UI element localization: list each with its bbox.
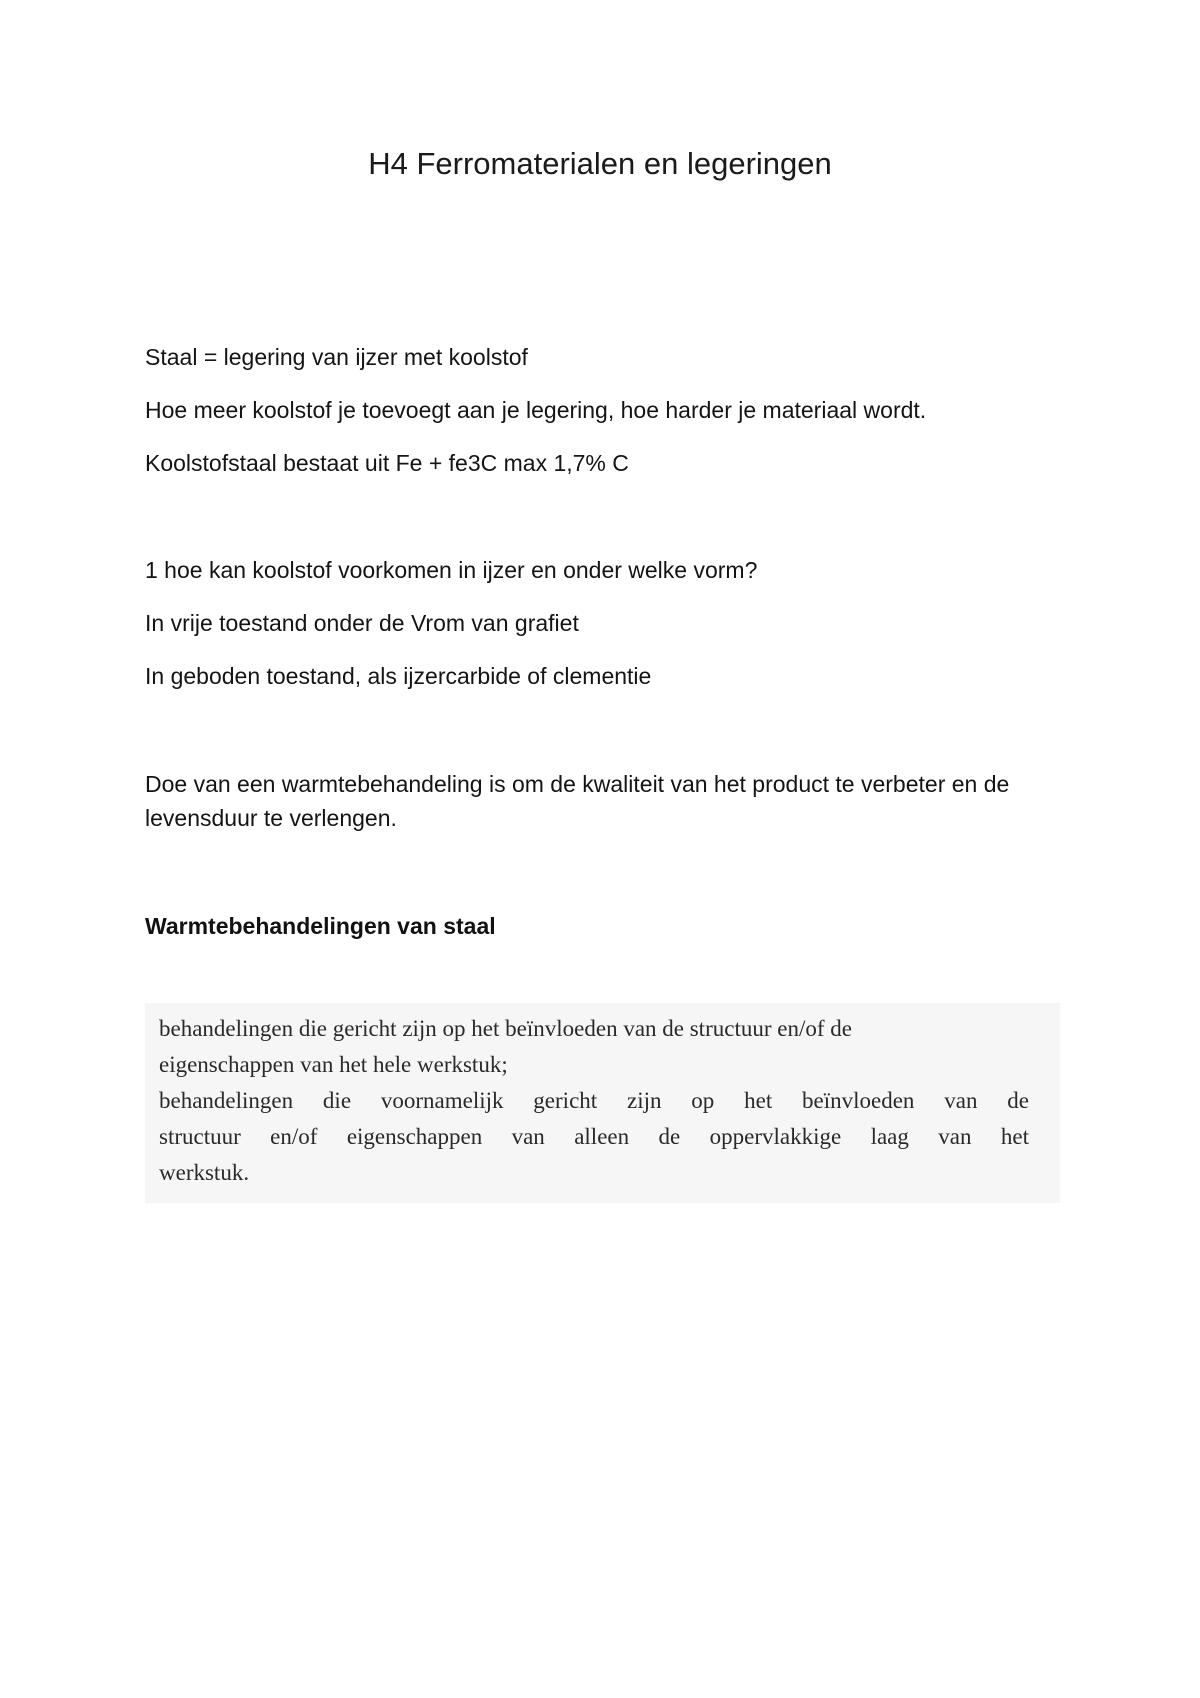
page-title: H4 Ferromaterialen en legeringen (368, 146, 832, 181)
section-heading: Warmtebehandelingen van staal (145, 913, 496, 939)
scanned-excerpt-line: structuur en/of eigenschappen van alleen de oppervlakkige laag van het (159, 1124, 1029, 1149)
paragraph-answer-free: In vrije toestand onder de Vrom van grafiet (145, 610, 579, 636)
scanned-excerpt (145, 1003, 1060, 1203)
paragraph-answer-bound: In geboden toestand, als ijzercarbide of clementie (145, 663, 652, 689)
paragraph-staal-definition: Staal = legering van ijzer met koolstof (145, 344, 528, 370)
paragraph-koolstofstaal: Koolstofstaal bestaat uit Fe + fe3C max 1,7% C (145, 450, 629, 476)
scanned-excerpt-line: werkstuk. (159, 1160, 250, 1185)
paragraph-question: 1 hoe kan koolstof voorkomen in ijzer en onder welke vorm? (145, 557, 758, 583)
scanned-excerpt-line: behandelingen die voornamelijk gericht zijn op het beïnvloeden van de (159, 1088, 1029, 1113)
paragraph-heat-treatment-goal: Doe van een warmtebehandeling is om de kwaliteit van het product te verbeter en de levensduur te verlengen. (145, 771, 1010, 831)
paragraph-koolstof-hardness: Hoe meer koolstof je toevoegt aan je legering, hoe harder je materiaal wordt. (145, 397, 927, 423)
scanned-excerpt-line: eigenschappen van het hele werkstuk; (159, 1052, 508, 1077)
scanned-excerpt-line: behandelingen die gericht zijn op het beïnvloeden van de structuur en/of de (159, 1016, 852, 1041)
